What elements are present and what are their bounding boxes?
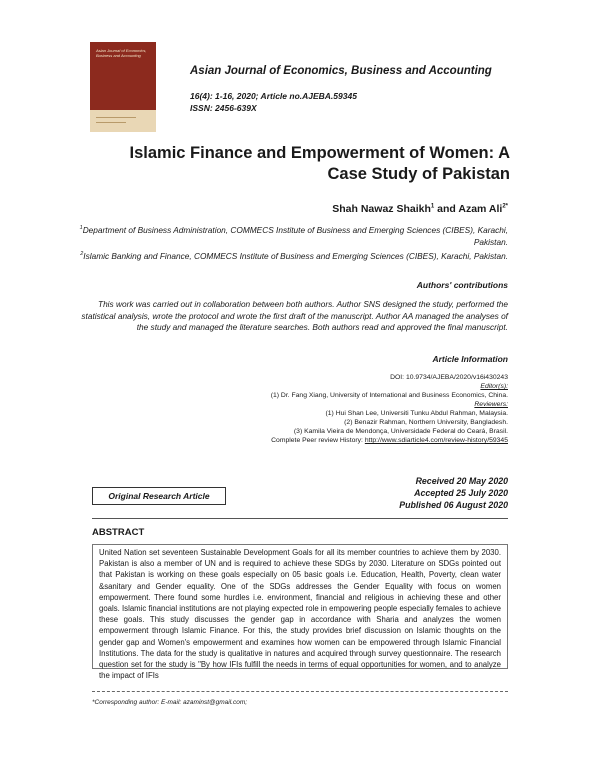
published-date: Published 06 August 2020 [399,500,508,510]
journal-citation: 16(4): 1-16, 2020; Article no.AJEBA.59345 [190,91,357,101]
title-line-2: Case Study of Pakistan [327,165,510,183]
author-affiliation-mark: 2* [502,203,508,210]
cover-title: Asian Journal of Economics, Business and Accounting [96,48,147,58]
reviewer: (3) Kamila Vieira de Mendonça, Universidade Federal do Ceará, Brasil. [293,428,508,435]
abstract-heading: ABSTRACT [92,527,145,538]
cover-line [96,122,126,124]
article-info-heading: Article Information [432,354,508,364]
peer-review-link[interactable]: http://www.sdiarticle4.com/review-history/59345 [364,437,508,444]
reviewers-label: Reviewers: [474,401,508,408]
author-conjunction: and [434,203,459,215]
affiliations [68,222,508,262]
affiliation-mark: 1 [79,225,83,231]
affiliation-text: Department of Business Administration, COMMECS Institute of Business and Emerging Sciences (CIBES), Karachi, Pakistan. [82,224,508,247]
abstract-box [92,544,508,681]
contributions-text: This work was carried out in collaboration between both authors. Author SNS designed the study, performed the statistical analysis, wrote the protocol and wrote the first draft of the manuscript. Author AA managed the analyses of the study and managed the literature searches. Both authors read and approved the final manuscript. [81,299,508,332]
author-name: Azam Ali [458,203,503,215]
article-type-box: Original Research Article [92,487,226,505]
affiliation [68,222,508,248]
peer-review-history [188,436,508,445]
received-date: Received 20 May 2020 [415,476,508,486]
author-name: Shah Nawaz Shaikh [332,203,431,215]
author-affiliation-mark: 1 [430,203,435,210]
affiliation-mark: 2 [80,250,84,257]
reviewer: (1) Hui Shan Lee, Universiti Tunku Abdul Rahman, Malaysia. [325,410,508,417]
paper-title [90,143,510,185]
editor-label: Editor(s): [480,383,508,390]
accepted-date: Accepted 25 July 2020 [414,488,508,498]
abstract-text: United Nation set seventeen Sustainable Development Goals for all its member countries to achieve them by 2030. Pakistan is also a member of UN and is required to achieve these SDGs by 2030. Literature on SDGs pointed out that Pakistan is working on these goals especially on 05 basic goals i.e. Education, Health, Poverty, clean water &sanitary and Gender equality. One of the SDGs addresses the Gender Equality with focus on women empowerment. There found some hurdles i.e. environment, financial and religious in achieving these and other goals. Islamic financial institutions are not playing expected role in empowering people especially females to achieve these goals. This study discusses the gender gap in accordance with Sharia and analyzes the women empowerment through Islamic Finance. For this, the study provides brief discussion on Islamic thoughts on the gender gap and Women's empowerment and examines how women can be empowered through Islamic Financial Institutions. The data for the study is qualitative in natures and acquired through survey questionnaire. The research question set for the study is "By how IFIs fulfill the needs in terms of equal opportunities for women, and to analyze the impact of IFIs [99,548,501,681]
title-line-1: Islamic Finance and Empowerment of Women: A [129,144,510,162]
affiliation [68,248,508,262]
doi: DOI: 10.9734/AJEBA/2020/v16i430243 [390,374,508,381]
divider [92,518,508,519]
peer-review-prefix: Complete Peer review History: [271,437,365,444]
author-list [332,203,508,215]
corresponding-author-footnote: *Corresponding author: E-mail: azaminst@gmail.com; [92,699,248,706]
article-info [188,373,508,445]
editor: (1) Dr. Fang Xiang, University of International and Business Economics, China. [270,392,508,399]
journal-cover-image [90,42,156,132]
cover-line [96,117,136,119]
footnote-divider [92,691,508,692]
reviewer: (2) Benazir Rahman, Northern University, Bangladesh. [344,419,508,426]
article-dates [399,475,508,511]
affiliation-text: Islamic Banking and Finance, COMMECS Institute of Business and Emerging Sciences (CIBES), Karachi, Pakistan. [83,250,508,261]
journal-issn: ISSN: 2456-639X [190,103,257,113]
contributions-heading: Authors' contributions [416,280,508,290]
journal-name: Asian Journal of Economics, Business and Accounting [190,65,492,77]
